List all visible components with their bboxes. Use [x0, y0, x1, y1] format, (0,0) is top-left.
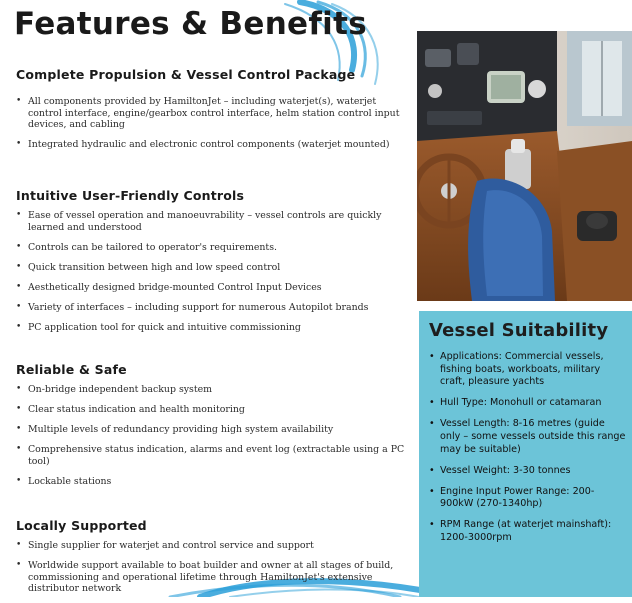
helm-station-photo	[417, 31, 632, 301]
list-item: • Integrated hydraulic and electronic control components (waterjet mounted)	[16, 139, 406, 151]
section-controls	[16, 188, 406, 342]
list-item: • Applications: Commercial vessels, fishing boats, workboats, military craft, pleasure yachts	[429, 351, 626, 389]
list-item: • Vessel Weight: 3-30 tonnes	[429, 465, 626, 478]
list-item: • Variety of interfaces – including support for numerous Autopilot brands	[16, 302, 406, 314]
list-item: • Clear status indication and health monitoring	[16, 404, 406, 416]
bullet-list	[16, 96, 406, 151]
section-support	[16, 518, 406, 603]
bullet-list	[16, 540, 406, 595]
list-item: • Multiple levels of redundancy providing high system availability	[16, 424, 406, 436]
list-item: • Worldwide support available to boat builder and owner at all stages of build, commissioning and operational lifetime through HamiltonJet's extensive distributor network	[16, 560, 406, 595]
bullet-list	[16, 210, 406, 333]
list-item: • All components provided by HamiltonJet – including waterjet(s), waterjet control interface, engine/gearbox control interface, helm station control input devices, and cabling	[16, 96, 406, 131]
list-item: • Controls can be tailored to operator's requirements.	[16, 242, 406, 254]
list-item: • RPM Range (at waterjet mainshaft): 1200-3000rpm	[429, 519, 626, 544]
section-heading: Locally Supported	[16, 518, 147, 533]
list-item: • Quick transition between high and low speed control	[16, 262, 406, 274]
list-item: • Aesthetically designed bridge-mounted Control Input Devices	[16, 282, 406, 294]
list-item: • PC application tool for quick and intuitive commissioning	[16, 322, 406, 334]
vessel-suitability-panel	[419, 311, 632, 597]
helm-illustration	[417, 31, 632, 301]
list-item: • Ease of vessel operation and manoeuvrability – vessel controls are quickly learned and understood	[16, 210, 406, 233]
page-title: Features & Benefits	[14, 6, 367, 42]
bullet-list	[16, 384, 406, 487]
section-propulsion	[16, 67, 406, 159]
section-heading: Reliable & Safe	[16, 362, 127, 377]
list-item: • Hull Type: Monohull or catamaran	[429, 397, 626, 410]
section-heading: Intuitive User-Friendly Controls	[16, 188, 245, 203]
list-item: • Engine Input Power Range: 200-900kW (270-1340hp)	[429, 486, 626, 511]
list-item: • Vessel Length: 8-16 metres (guide only – some vessels outside this range may be suitable)	[429, 418, 626, 456]
panel-title: Vessel Suitability	[429, 320, 609, 341]
list-item: • Single supplier for waterjet and control service and support	[16, 540, 406, 552]
section-reliable	[16, 362, 406, 496]
list-item: • On-bridge independent backup system	[16, 384, 406, 396]
suitability-list	[419, 351, 632, 545]
section-heading: Complete Propulsion & Vessel Control Package	[16, 67, 356, 82]
list-item: • Comprehensive status indication, alarms and event log (extractable using a PC tool)	[16, 444, 406, 467]
list-item: • Lockable stations	[16, 476, 406, 488]
